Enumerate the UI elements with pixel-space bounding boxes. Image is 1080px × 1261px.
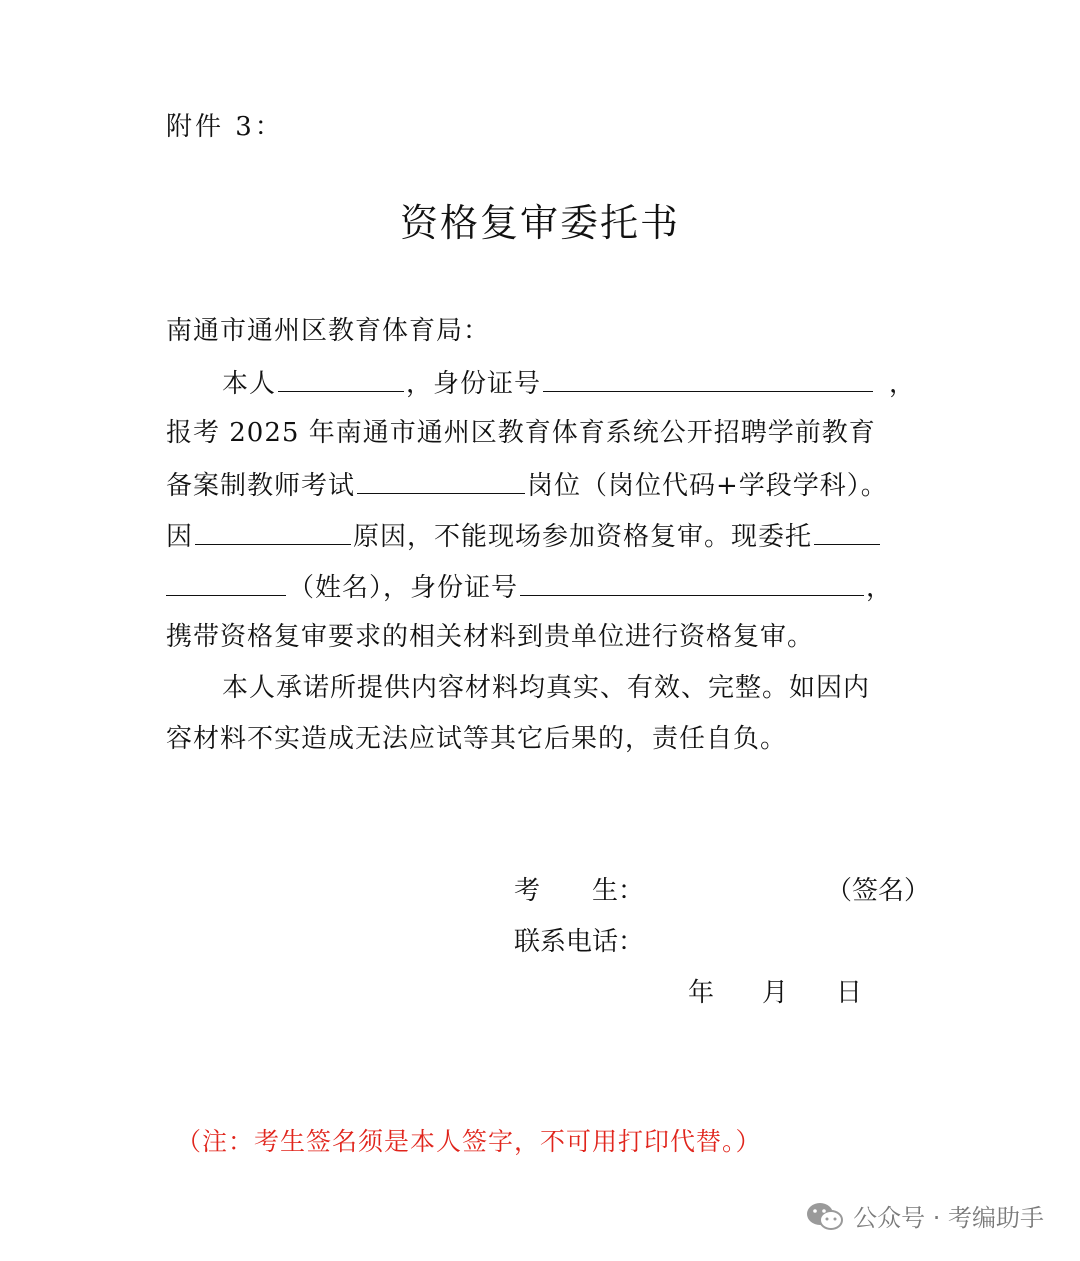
- phone-label: 联系电话：: [514, 927, 645, 957]
- para1-line4: [166, 514, 882, 553]
- signature-note: （注：考生签名须是本人签字，不可用打印代替。）: [176, 1127, 762, 1156]
- date-day: 日: [836, 978, 863, 1008]
- sign-hint: （签名）: [826, 876, 931, 906]
- reason-blank: [195, 514, 351, 545]
- text-reason: 原因，不能现场参加资格复审。现委托: [353, 522, 813, 552]
- text-position: 岗位（岗位代码+学段学科）。: [527, 471, 888, 501]
- delegate-name-blank: [166, 565, 286, 596]
- candidate-label: 考 生：: [514, 876, 645, 906]
- text-exam: 备案制教师考试: [166, 471, 356, 501]
- delegate-id-blank: [520, 565, 864, 596]
- watermark: [805, 1198, 1044, 1233]
- para1-line5: [166, 565, 893, 604]
- position-blank: [357, 463, 525, 494]
- text-id-label: ，身份证号: [406, 369, 542, 399]
- delegate-blank-start: [814, 514, 880, 545]
- para1-line2: 报考 2025 年南通市通州区教育体育系统公开招聘学前教育: [166, 418, 876, 448]
- recipient: 南通市通州区教育体育局：: [166, 316, 491, 346]
- date-month: 月: [762, 978, 789, 1008]
- text-comma: ，: [889, 369, 917, 399]
- para1-line1: [222, 361, 916, 400]
- text-because: 因: [166, 522, 194, 552]
- name-blank: [278, 361, 404, 392]
- id-blank: [543, 361, 873, 392]
- attachment-label: 附件 3：: [166, 112, 284, 142]
- para2-line1: 本人承诺所提供内容材料均真实、有效、完整。如因内: [222, 673, 871, 703]
- para2-line2: 容材料不实造成无法应试等其它后果的，责任自负。: [166, 724, 788, 754]
- watermark-text: 公众号 · 考编助手: [853, 1204, 1044, 1232]
- text-self: 本人: [222, 369, 277, 399]
- date-year: 年: [688, 978, 715, 1008]
- wechat-icon: [805, 1201, 845, 1231]
- text-delegate-id: （姓名），身份证号: [288, 573, 519, 603]
- para1-line3: [166, 463, 888, 502]
- para1-line6: 携带资格复审要求的相关材料到贵单位进行资格复审。: [166, 622, 815, 652]
- text-comma2: ，: [866, 573, 894, 603]
- document-title: 资格复审委托书: [399, 201, 680, 245]
